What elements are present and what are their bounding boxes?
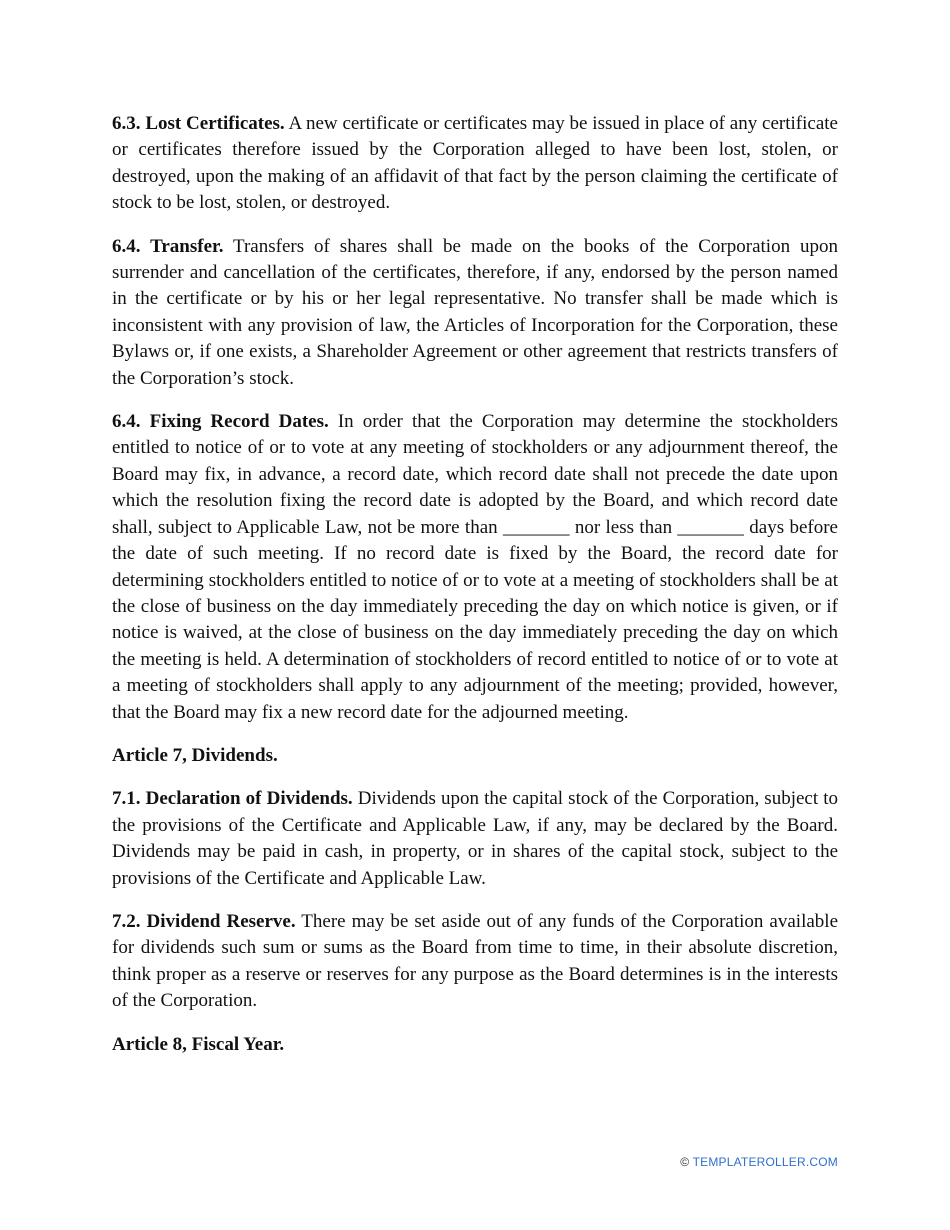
section-text: A new certificate or certificates may be issued in place of any certificate or certificates therefore issued by the Corporation alleged to have been lost, stolen, or destroyed, upon the making of an affidavit of that fact by the person claiming the certificate of stock to be lost, stolen, or destroyed. <box>112 113 838 214</box>
footer-brand-link[interactable] <box>680 1155 838 1169</box>
section-text: Transfers of shares shall be made on the books of the Corporation upon surrender and cancellation of the certificates, therefore, if any, endorsed by the person named in the certificate or by his or her legal representative. No transfer shall be made which is inconsistent with any provision of law, the Articles of Incorporation for the Corporation, these Bylaws or, if one exists, a Shareholder Agreement or other agreement that restricts transfers of the Corporation’s stock. <box>112 235 839 389</box>
section-text: There may be set aside out of any funds of the Corporation available for dividends such sum or sums as the Board from time to time, in their absolute discretion, think proper as a reserve or reserves for any purpose as the Board determines is in the interests of the Corporation. <box>112 910 838 1012</box>
section-lead: 6.3. Lost Certificates. <box>112 113 285 134</box>
section-lead: 7.1. Declaration of Dividends. <box>112 788 353 810</box>
copyright-symbol: © <box>680 1155 690 1169</box>
section-7-2-dividend-reserve <box>112 909 838 1015</box>
article-8-heading: Article 8, Fiscal Year. <box>112 1033 285 1055</box>
document-body <box>112 111 838 1075</box>
section-lead: 6.4. Fixing Record Dates. <box>112 411 329 433</box>
section-text: Dividends upon the capital stock of the Corporation, subject to the provisions of the Certificate and Applicable Law, if any, may be declared by the Board. Dividends may be paid in cash, in property, or in shares of the capital stock, subject to the provisions of the Certificate and Applicable Law. <box>112 788 839 889</box>
section-lead: 6.4. Transfer. <box>112 235 224 257</box>
footer-brand-text: TEMPLATEROLLER.COM <box>692 1155 838 1169</box>
section-6-4-transfer <box>112 234 838 392</box>
section-6-3-lost-certificates <box>112 111 838 217</box>
section-6-4-fixing-record-dates <box>112 409 838 726</box>
section-lead: 7.2. Dividend Reserve. <box>112 910 296 932</box>
section-7-1-declaration-of-dividends <box>112 786 838 892</box>
article-7-heading: Article 7, Dividends. <box>112 744 278 766</box>
section-text: In order that the Corporation may determine the stockholders entitled to notice of or to vote at any meeting of stockholders or any adjournment thereof, the Board may fix, in advance, a record date, which record date shall not precede the date upon which the resolution fixing the record date is adopted by the Board, and which record date shall, subject to Applicable Law, not be more than _______ nor less than _______ days before the date of such meeting. If no record date is fixed by the Board, the record date for determining stockholders entitled to notice of or to vote at a meeting of stockholders shall be at the close of business on the day immediately preceding the day on which notice is given, or if notice is waived, at the close of business on the day immediately preceding the day on which the meeting is held. A determination of stockholders of record entitled to notice of or to vote at a meeting of stockholders shall apply to any adjournment of the meeting; provided, however, that the Board may fix a new record date for the adjourned meeting. <box>112 411 838 723</box>
